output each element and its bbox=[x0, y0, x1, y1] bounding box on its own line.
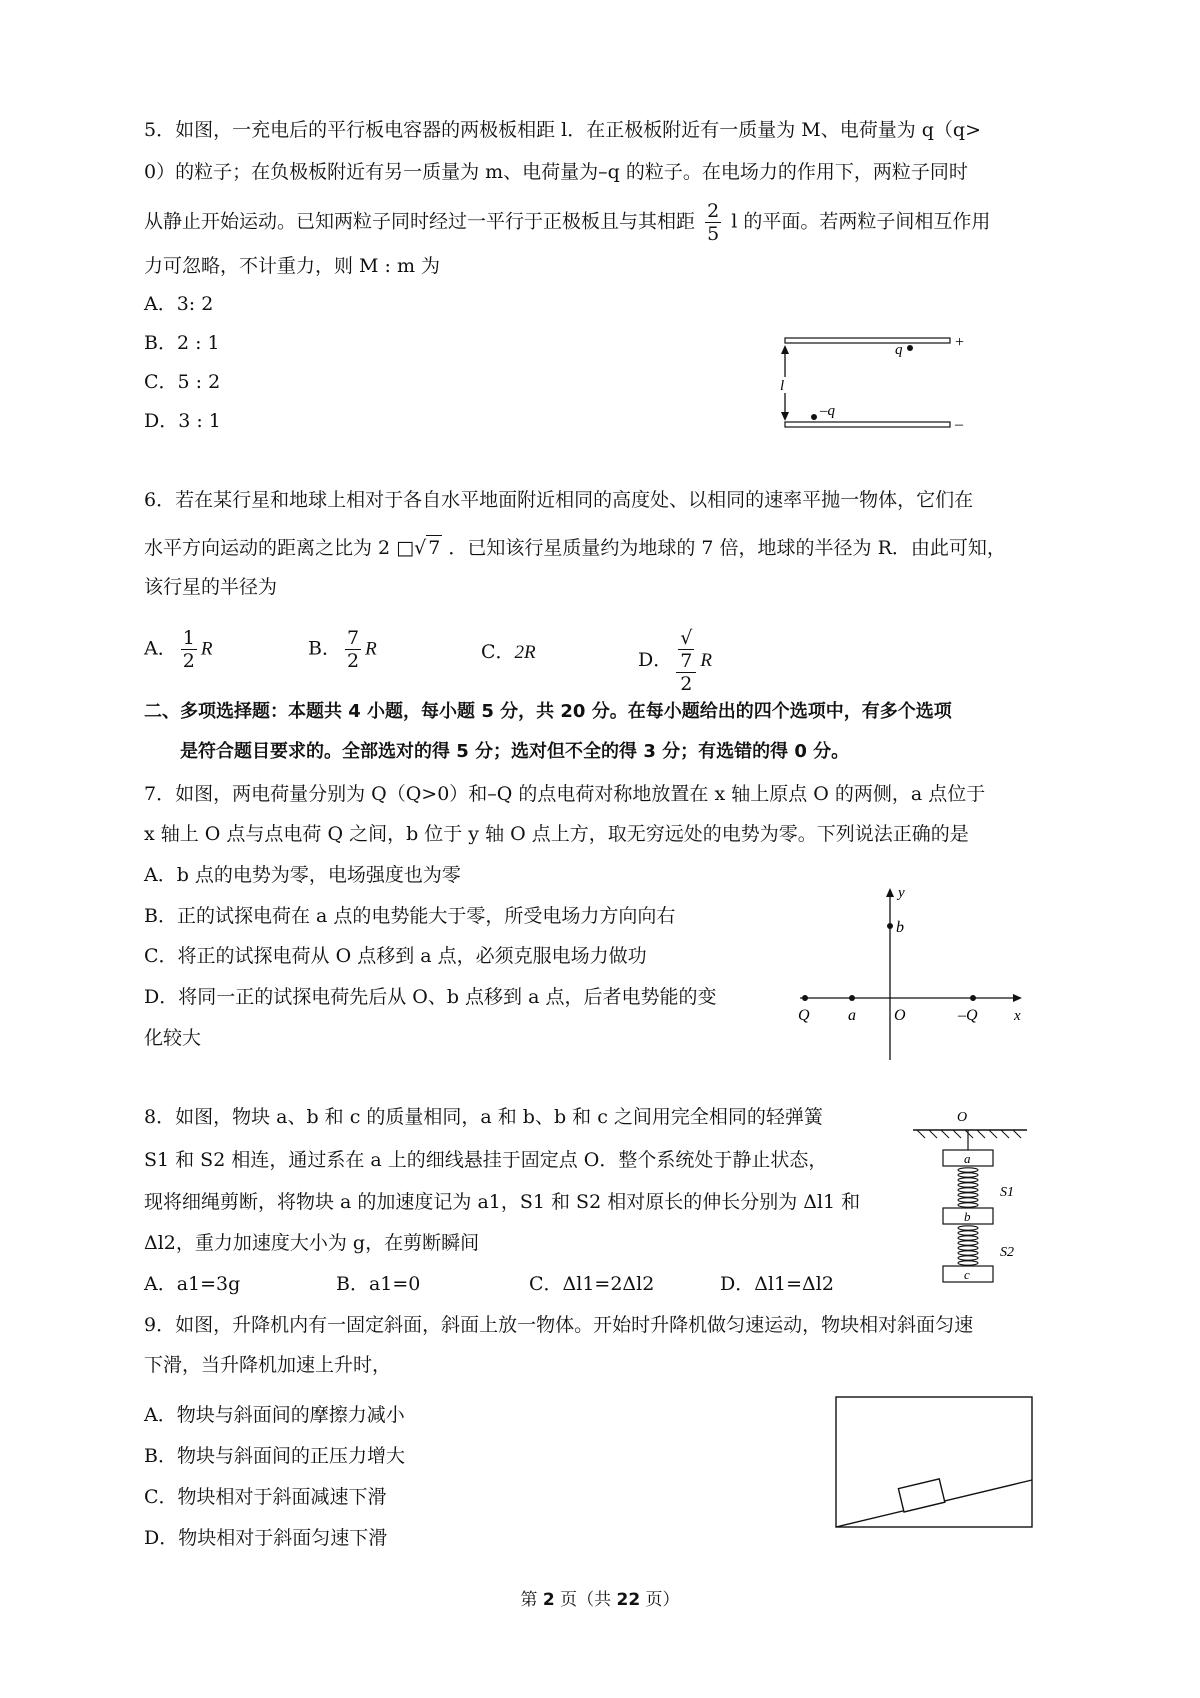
positive-particle-label: q bbox=[895, 342, 903, 358]
elevator-incline-diagram bbox=[835, 1396, 1035, 1531]
q8-option-c[interactable]: C．Δl1=2Δl2 bbox=[529, 1273, 655, 1295]
minus-sign: – bbox=[955, 416, 963, 433]
q9-stem-line-2: 下滑，当升降机加速上升时， bbox=[144, 1354, 392, 1376]
q9-option-b[interactable]: B．物块与斜面间的正压力增大 bbox=[144, 1445, 405, 1467]
option-label: D． bbox=[638, 649, 673, 671]
point-a bbox=[849, 995, 855, 1001]
fixed-point-label: O bbox=[957, 1110, 968, 1125]
fraction-numerator: 1 bbox=[182, 627, 195, 649]
q5-option-b[interactable]: B．2 : 1 bbox=[144, 332, 220, 354]
fraction-numerator: 7 bbox=[346, 627, 360, 649]
q5-stem-line-3-b: l 的平面。若两粒子间相互作用 bbox=[731, 210, 991, 233]
q6-stem-line-3: 该行星的半径为 bbox=[144, 576, 278, 598]
page-footer bbox=[0, 1585, 1200, 1610]
origin-label: O bbox=[894, 1007, 906, 1024]
fraction-numerator: 2 bbox=[707, 200, 720, 222]
arrow-up-icon bbox=[781, 345, 789, 354]
q5-stem-line-4: 力可忽略，不计重力，则 M : m 为 bbox=[144, 255, 441, 277]
block-c-label: c bbox=[964, 1267, 970, 1282]
footer-prefix: 第 bbox=[520, 1590, 543, 1610]
sqrt-icon: √ bbox=[414, 537, 427, 559]
q6-option-c[interactable] bbox=[481, 640, 536, 665]
option-text: 2R bbox=[514, 642, 536, 663]
charge-neg-q-label: –Q bbox=[958, 1007, 978, 1024]
q9-option-c[interactable]: C．物块相对于斜面减速下滑 bbox=[144, 1486, 387, 1508]
point-b-label: b bbox=[896, 919, 904, 936]
page-number: 2 bbox=[542, 1590, 555, 1610]
q7-stem-line-2: x 轴上 O 点与点电荷 Q 之间，b 位于 y 轴 O 点上方，取无穷远处的电势为零。下列说法正确的是 bbox=[144, 823, 969, 845]
q6-stem-line-2-b: ．已知该行星质量约为地球的 7 倍，地球的半径为 R．由此可知， bbox=[448, 537, 1006, 559]
spring-s2 bbox=[958, 1226, 978, 1265]
q6-stem-line-1: 6．若在某行星和地球上相对于各自水平地面附近相同的高度处、以相同的速率平抛一物体，它们在 bbox=[144, 489, 974, 511]
q7-option-d[interactable]: D．将同一正的试探电荷先后从 O、b 点移到 a 点，后者电势能的变 bbox=[144, 986, 717, 1008]
option-label: C． bbox=[481, 641, 515, 663]
block-a-label: a bbox=[964, 1151, 971, 1166]
y-axis-arrow-icon bbox=[886, 888, 894, 897]
negative-plate bbox=[785, 422, 950, 427]
sqrt-radicand: 7 bbox=[428, 537, 441, 559]
total-pages: 22 bbox=[616, 1590, 641, 1610]
x-axis-label: x bbox=[1014, 1008, 1021, 1024]
q8-stem-line-3: 现将细绳剪断，将物块 a 的加速度记为 a1，S1 和 S2 相对原长的伸长分别为 Δl1 和 bbox=[144, 1191, 861, 1213]
option-suffix: R bbox=[365, 638, 377, 660]
q7-option-b[interactable]: B．正的试探电荷在 a 点的电势能大于零，所受电场力方向向右 bbox=[144, 905, 676, 927]
q5-option-d[interactable]: D．3 : 1 bbox=[144, 410, 221, 432]
fraction-denominator: 2 bbox=[182, 650, 195, 672]
q8-option-d[interactable]: D．Δl1=Δl2 bbox=[720, 1273, 834, 1295]
option-label: A． bbox=[144, 637, 177, 660]
ceiling-hatch bbox=[917, 1130, 1021, 1138]
q9-stem-line-1: 9．如图，升降机内有一固定斜面，斜面上放一物体。开始时升降机做匀速运动，物块相对斜面匀速 bbox=[144, 1314, 974, 1336]
charge-q bbox=[802, 995, 808, 1001]
capacitor-diagram bbox=[760, 325, 970, 445]
spring-s2-label: S2 bbox=[1000, 1245, 1014, 1260]
q6-option-b[interactable] bbox=[308, 627, 377, 672]
distance-label: l bbox=[780, 378, 785, 394]
q5-option-c[interactable]: C．5 : 2 bbox=[144, 371, 221, 393]
y-axis-label: y bbox=[898, 885, 905, 901]
q5-stem-line-3-a: 从静止开始运动。已知两粒子同时经过一平行于正极板且与其相距 bbox=[144, 210, 696, 233]
sqrt-icon: √ bbox=[680, 627, 693, 649]
option-suffix: R bbox=[700, 650, 712, 671]
option-suffix: R bbox=[200, 638, 213, 660]
positive-plate bbox=[785, 338, 950, 343]
point-a-label: a bbox=[848, 1007, 856, 1024]
q8-stem-line-2: S1 和 S2 相连，通过系在 a 上的细线悬挂于固定点 O．整个系统处于静止状态， bbox=[144, 1149, 828, 1171]
point-b bbox=[887, 923, 893, 929]
elevator-box bbox=[836, 1397, 1032, 1527]
fraction-2-5 bbox=[705, 200, 721, 245]
q9-option-d[interactable]: D．物块相对于斜面匀速下滑 bbox=[144, 1527, 388, 1549]
q8-stem-line-4: Δl2，重力加速度大小为 g，在剪断瞬间 bbox=[144, 1232, 480, 1254]
q8-option-b[interactable]: B．a1=0 bbox=[336, 1273, 421, 1295]
q6-option-d[interactable] bbox=[638, 627, 712, 695]
q7-option-d-continued: 化较大 bbox=[144, 1027, 202, 1049]
q8-option-a[interactable]: A．a1=3g bbox=[144, 1273, 241, 1295]
fraction-denominator: 5 bbox=[707, 223, 720, 245]
fraction-denominator: 2 bbox=[346, 650, 360, 672]
q5-stem-line-1: 5．如图，一充电后的平行板电容器的两极板相距 l．在正极板附近有一质量为 M、电荷量为 q（q> bbox=[144, 119, 981, 141]
footer-suffix: 页） bbox=[640, 1590, 680, 1610]
q5-stem-line-2: 0）的粒子；在负极板附近有另一质量为 m、电荷量为–q 的粒子。在电场力的作用下，两粒子同时 bbox=[144, 161, 968, 183]
arrow-down-icon bbox=[781, 412, 789, 421]
plus-sign: + bbox=[955, 334, 965, 351]
q6-stem-line-2 bbox=[144, 535, 1006, 560]
q9-option-a[interactable]: A．物块与斜面间的摩擦力减小 bbox=[144, 1404, 405, 1426]
block-b-label: b bbox=[964, 1209, 971, 1224]
q8-stem-line-1: 8．如图，物块 a、b 和 c 的质量相同，a 和 b、b 和 c 之间用完全相同的轻弹簧 bbox=[144, 1106, 823, 1128]
q6-stem-line-2-a: 水平方向运动的距离之比为 2 □ bbox=[144, 537, 415, 559]
q5-stem-line-3 bbox=[144, 200, 990, 245]
footer-mid: 页（共 bbox=[554, 1590, 617, 1610]
sqrt-radicand: 7 bbox=[680, 650, 693, 672]
charge-axis-diagram bbox=[790, 880, 1030, 1065]
charge-q-label: Q bbox=[798, 1007, 810, 1024]
q7-option-c[interactable]: C．将正的试探电荷从 O 点移到 a 点，必须克服电场力做功 bbox=[144, 945, 647, 967]
fraction-denominator: 2 bbox=[680, 673, 693, 695]
spring-block-diagram bbox=[905, 1108, 1035, 1293]
q7-option-a[interactable]: A．b 点的电势为零，电场强度也为零 bbox=[144, 864, 461, 886]
section-2-heading-line-2: 是符合题目要求的。全部选对的得 5 分；选对但不全的得 3 分；有选错的得 0 分。 bbox=[180, 741, 850, 762]
x-axis-arrow-icon bbox=[1013, 994, 1022, 1002]
spring-s1-label: S1 bbox=[1000, 1185, 1014, 1200]
charge-neg-q bbox=[970, 995, 976, 1001]
option-label: B． bbox=[308, 637, 341, 660]
section-2-heading-line-1: 二、多项选择题：本题共 4 小题，每小题 5 分，共 20 分。在每小题给出的四个选项中，有多个选项 bbox=[144, 701, 952, 722]
spring-s1 bbox=[958, 1168, 978, 1207]
particle-negative bbox=[811, 414, 817, 420]
particle-positive bbox=[907, 345, 913, 351]
q6-option-a[interactable] bbox=[144, 627, 212, 672]
q5-option-a[interactable]: A．3: 2 bbox=[144, 293, 214, 315]
q7-stem-line-1: 7．如图，两电荷量分别为 Q（Q>0）和–Q 的点电荷对称地放置在 x 轴上原点 O 的两侧，a 点位于 bbox=[144, 783, 986, 805]
fraction-numerator bbox=[676, 627, 696, 673]
sliding-block bbox=[898, 1479, 944, 1512]
negative-particle-label: –q bbox=[820, 403, 835, 419]
